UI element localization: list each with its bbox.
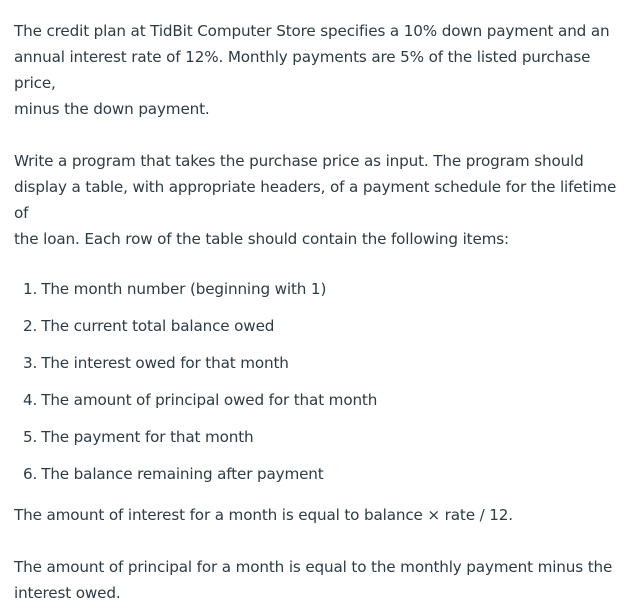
list-item-text: The current total balance owed [41, 317, 275, 335]
list-item [14, 350, 634, 387]
list-item [14, 424, 634, 461]
list-item-number: 4. [23, 391, 38, 409]
principal-line-1: The amount of principal for a month is equal to the monthly payment minus the [14, 558, 613, 576]
principal-rule-paragraph [14, 554, 634, 606]
list-item-number: 5. [23, 428, 38, 446]
task-line-2: display a table, with appropriate headers, of a payment schedule for the lifetime of [14, 178, 617, 222]
list-item-text: The interest owed for that month [41, 354, 289, 372]
task-line-3: the loan. Each row of the table should contain the following items: [14, 230, 510, 248]
list-item-text: The balance remaining after payment [41, 465, 324, 483]
task-paragraph [14, 148, 634, 252]
interest-rule-text: The amount of interest for a month is equal to balance × rate / 12. [14, 506, 513, 524]
interest-rule-paragraph [14, 502, 634, 528]
intro-paragraph [14, 18, 634, 122]
list-item-number: 3. [23, 354, 38, 372]
task-line-1: Write a program that takes the purchase price as input. The program should [14, 152, 584, 170]
intro-line-2: annual interest rate of 12%. Monthly payments are 5% of the listed purchase price, [14, 48, 591, 92]
list-item [14, 313, 634, 350]
list-item-text: The amount of principal owed for that month [41, 391, 378, 409]
list-item-number: 6. [23, 465, 38, 483]
intro-line-3: minus the down payment. [14, 100, 210, 118]
principal-line-2: interest owed. [14, 584, 121, 602]
list-item-number: 1. [23, 280, 38, 298]
document-body [14, 18, 634, 606]
list-item-number: 2. [23, 317, 38, 335]
list-item-text: The month number (beginning with 1) [41, 280, 327, 298]
list-item [14, 461, 634, 498]
intro-line-1: The credit plan at TidBit Computer Store specifies a 10% down payment and an [14, 22, 610, 40]
list-item [14, 276, 634, 313]
list-item-text: The payment for that month [41, 428, 254, 446]
table-items-list [14, 276, 634, 498]
list-item [14, 387, 634, 424]
